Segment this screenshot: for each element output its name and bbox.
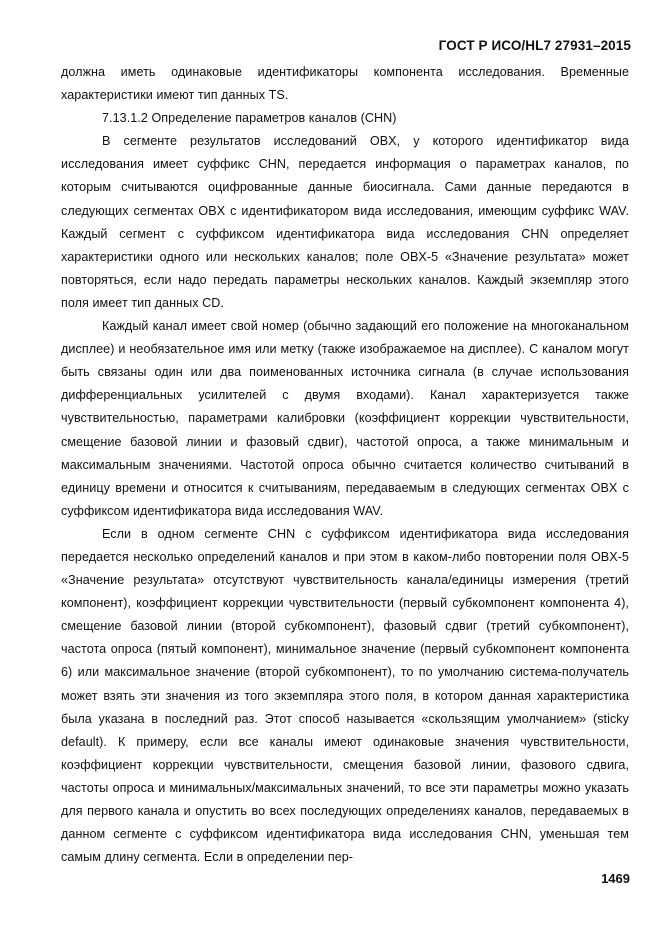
- paragraph: В сегменте результатов исследований OBX, у которого идентификатор вида исследования имеет суффикс CHN, передается информация о параметрах каналов, по которым считываются оцифрованные данные биосигнала. Сами данные передаются в следующих сегментах OBX с идентификатором вида исследования, имеющим суффикс WAV. Каждый сегмент с суффиксом идентификатора вида исследования CHN определяет характеристики одного или нескольких каналов; поле OBX-5 «Значение результата» может повторяться, если надо передать параметры нескольких каналов. Каждый экземпляр этого поля имеет тип данных CD.: [61, 134, 629, 310]
- document-body: [61, 61, 629, 869]
- paragraph-continuation: должна иметь одинаковые идентификаторы компонента исследования. Временные характеристики имеют тип данных TS.: [61, 65, 629, 103]
- document-header: ГОСТ Р ИСО/HL7 27931–2015: [438, 38, 631, 53]
- paragraph: Если в одном сегменте CHN с суффиксом идентификатора вида исследования передается несколько определений каналов и при этом в каком-либо повторении поля OBX-5 «Значение результата» отсутствуют чувствительность канала/единицы измерения (третий компонент), коэффициент коррекции чувствительности (первый субкомпонент компонента 4), смещение базовой линии (второй субкомпонент), фазовый сдвиг (третий субкомпонент), частота опроса (пятый компонент), минимальное значение (первый субкомпонент компонента 6) или максимальное значение (второй субкомпонент), то по умолчанию система-получатель может взять эти значения из того экземпляра этого поля, в котором данная характеристика была указана в последний раз. Этот способ называется «скользящим умолчанием» (sticky default). К примеру, если все каналы имеют одинаковые значения чувствительности, коэффициент коррекции чувствительности, смещения базовой линии, фазового сдвига, частоты опроса и минимальных/максимальных значений, то все эти параметры можно указать для первого канала и опустить во всех последующих определениях каналов, передаваемых в данном сегменте с суффиксом идентификатора вида исследования CHN, уменьшая тем самым длину сегмента. Если в определении пер-: [61, 526, 629, 865]
- section-heading: 7.13.1.2 Определение параметров каналов (CHN): [102, 111, 397, 126]
- page-number: 1469: [601, 871, 630, 886]
- paragraph: Каждый канал имеет свой номер (обычно задающий его положение на многоканальном дисплее) и необязательное имя или метку (также изображаемое на дисплее). С каналом могут быть связаны один или два поименованных источника сигнала (в случае использования дифференциальных усилителей с двумя входами). Канал характеризуется также чувствительностью, параметрами калибровки (коэффициент коррекции чувствительности, смещение базовой линии и фазовый сдвиг), частотой опроса, а также минимальным и максимальным значениями. Частотой опроса обычно считается количество считываний в единицу времени и относится к считываниям, передаваемым в следующих сегментах OBX с суффиксом идентификатора вида исследования WAV.: [61, 319, 629, 518]
